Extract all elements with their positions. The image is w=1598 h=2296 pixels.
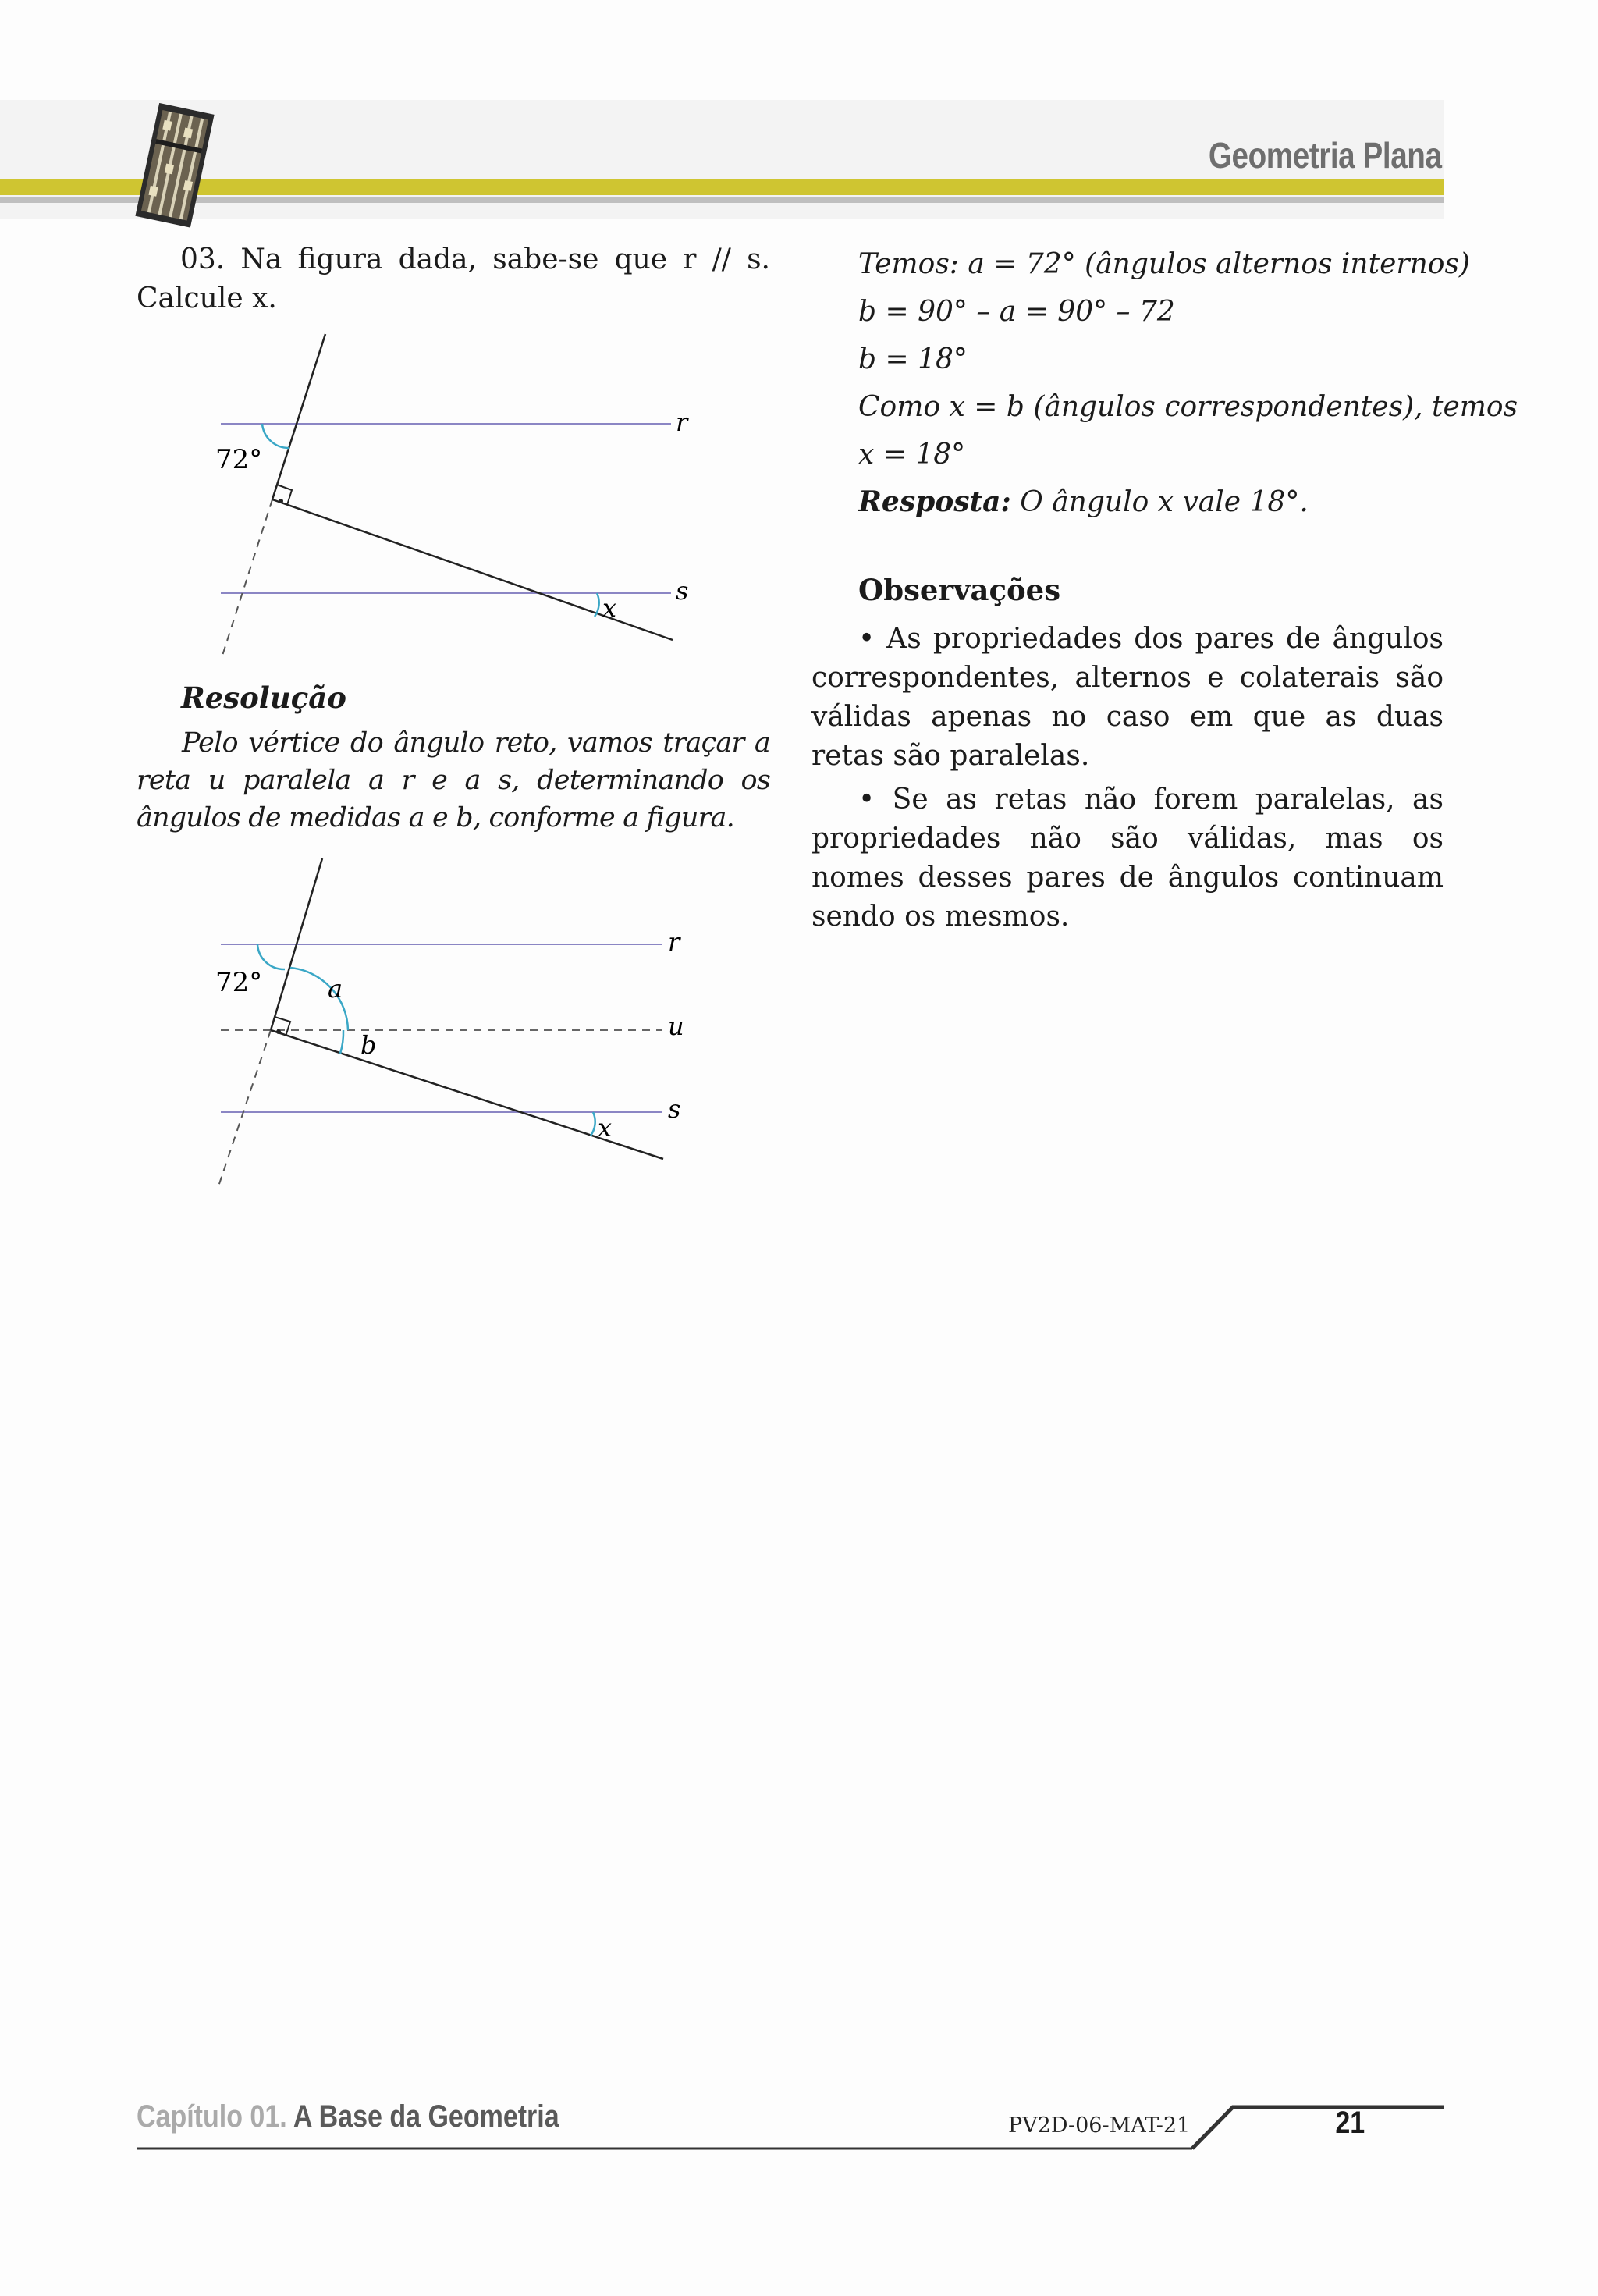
fig2-label-x: x [598, 1113, 613, 1143]
answer-label: Resposta: [858, 485, 1011, 518]
chapter-prefix: Capítulo 01. [137, 2099, 287, 2134]
question-line-2: Calcule x. [137, 283, 277, 315]
fig1-label-s: s [676, 576, 689, 606]
chapter-title: A Base da Geometria [286, 2099, 559, 2134]
fig1-label-r: r [676, 407, 688, 437]
question-line-1: 03. Na figura dada, sabe-se que r // s. [180, 243, 770, 275]
angle-b-arc [340, 1030, 343, 1054]
observation-item-2: • Se as retas não forem paralelas, as propriedades não são válidas, mas os nomes desses pares de ângulos continuam sendo os mesmos. [811, 784, 1444, 933]
solution-block [858, 240, 1518, 526]
solution-line-1: Temos: a = 72° (ângulos alternos internos) [858, 248, 1470, 280]
solution-line-5: x = 18° [858, 439, 966, 471]
fig2-label-72: 72° [215, 967, 263, 998]
fig2-label-u: u [668, 1011, 684, 1041]
fig2-label-a: a [328, 974, 343, 1004]
solution-answer [858, 478, 1451, 526]
page-header-title: Geometria Plana [1209, 135, 1442, 176]
transversal-solid [272, 334, 325, 499]
fig1-label-x: x [602, 593, 617, 623]
figure-2 [0, 843, 780, 1202]
transversal-dashed [218, 1030, 271, 1186]
observations-heading: Observações [858, 573, 1061, 607]
fig1-label-72: 72° [215, 444, 263, 475]
solution-line-2: b = 90° – a = 90° – 72 [858, 296, 1175, 328]
transversal-dashed [222, 499, 272, 656]
figure-1 [0, 0, 780, 687]
footer-code: PV2D-06-MAT-21 [1008, 2113, 1191, 2138]
fig2-label-r: r [668, 927, 680, 957]
fig2-label-b: b [360, 1030, 377, 1060]
solution-line-4: Como x = b (ângulos correspondentes), temos [858, 391, 1518, 423]
footer-chapter [137, 2099, 559, 2134]
fig2-label-s: s [668, 1094, 681, 1124]
answer-text: O ângulo x vale 18°. [1010, 486, 1309, 518]
solution-line-3: b = 18° [858, 343, 968, 375]
angle-72-arc [257, 944, 285, 969]
resolution-heading: Resolução [181, 681, 346, 715]
page-number: 21 [1335, 2106, 1365, 2140]
angle-x-arc [591, 1112, 595, 1136]
angle-72-arc [262, 424, 289, 448]
resolution-paragraph: Pelo vértice do ângulo reto, vamos traçar a reta u paralela a r e a s, determinando os ângulos de medidas a e b, conforme a figura. [137, 727, 770, 833]
observation-item-1: • As propriedades dos pares de ângulos correspondentes, alternos e colaterais são válidas apenas no caso em que as duas retas são paralelas. [811, 623, 1444, 772]
